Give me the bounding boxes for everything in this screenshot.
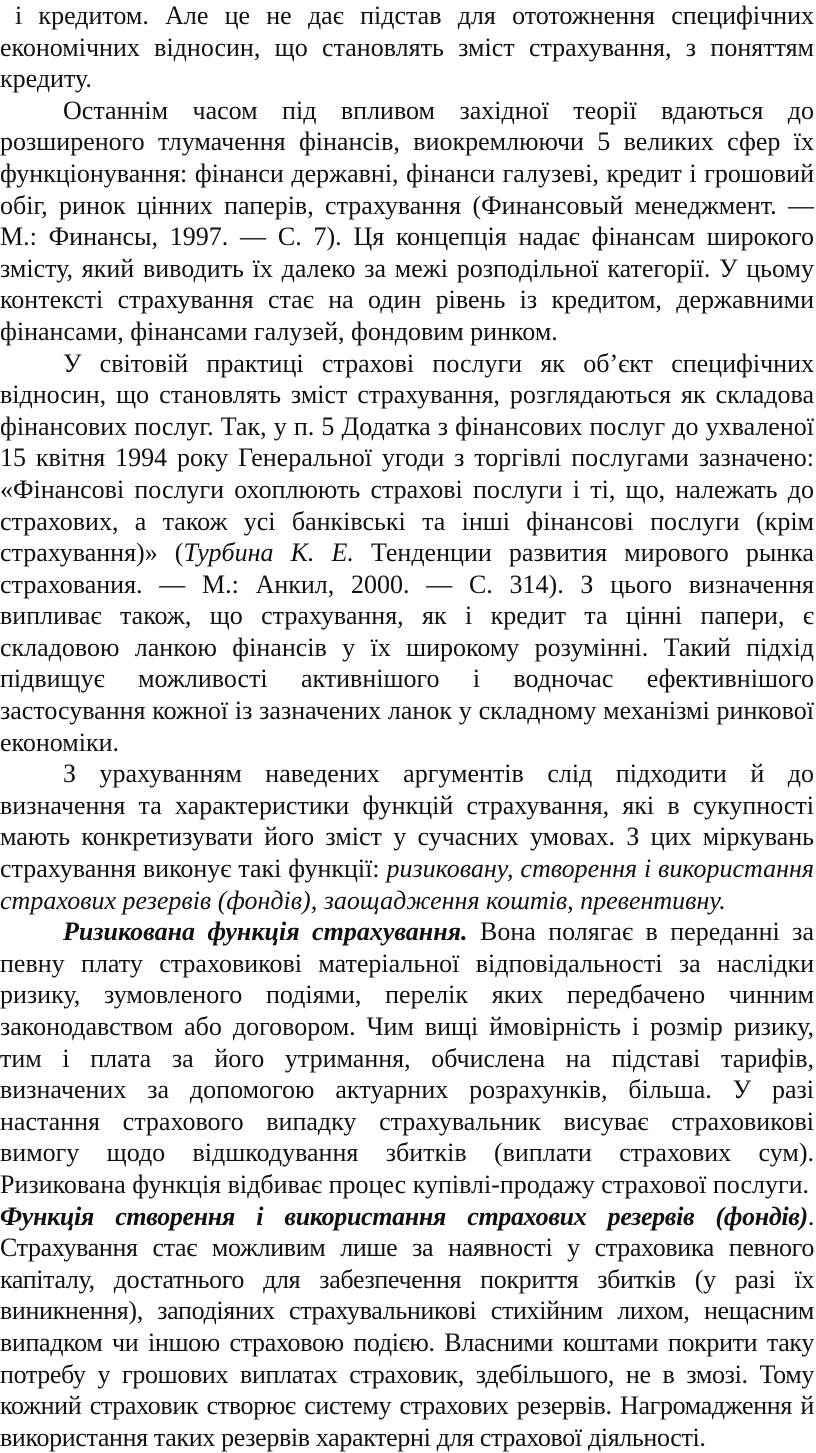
paragraph-finance-spheres (0, 95, 814, 348)
paragraph-text: Тенденции развития мирового рынка страхования. — М.: Анкил, 2000. — С. 314). З цього визначення випливає також, що страхування, як і кредит та цінні папери, є складовою ланкою фінансів у їх широкому розумінні. Такий підхід підвищує можливості активнішого і водночас ефективнішого застосування кожної із зазначених ланок у складному механізмі ринкової економіки. (0, 538, 814, 757)
paragraph-text: З урахуванням наведених аргументів слід підходити й до визначення та характеристики функцій страхування, які в сукупності мають конкретизувати його зміст у сучасних умовах. З цих міркувань страхування виконує такі функції: (0, 759, 814, 884)
paragraph-continuation (0, 0, 814, 95)
paragraph-risk-function (0, 916, 814, 1200)
functions-italic-list: ризиковану, створення і використання страхових резервів (фондів), заощадження коштів, превентивну. (0, 854, 815, 915)
paragraph-text: У світовій практиці страхові послуги як об’єкт специфічних відносин, що становлять зміст страхування, розглядаються як складова фінансових послуг. Так, у п. 5 Додатка з фінансових послуг до ухваленої 15 квітня 1994 року Генеральної угоди з торгівлі послугами зазначено: «Фінансові послуги охоплюють страхові послуги і ті, що, належать до страхових, а також усі банківські та інші фінансові послуги (крім страхування)» ( (0, 348, 814, 568)
heading-period: . (807, 1201, 814, 1231)
paragraph-functions-list (0, 758, 814, 916)
paragraph-text: і кредитом. Але це не дає підстав для ототожнення специфічних економічних відносин, що становлять зміст страхування, з поняттям кредиту. (0, 1, 814, 94)
citation-author: Турбина К. Е. (183, 538, 354, 568)
paragraph-world-practice (0, 348, 814, 759)
section-heading-reserves-function: Функція створення і використання страхових резервів (фондів) (0, 1201, 808, 1231)
paragraph-text: Вона полягає в переданні за певну плату страховикові матеріальної відповідальності за наслідки ризику, зумовленого подіями, перелік яких передбачено чинним законодавством або договором. Чим вищі ймовірність і розмір ризику, тим і плата за його утримання, обчислена на підставі тарифів, визначених за допомогою актуарних розрахунків, більша. У разі настання страхового випадку страхувальник висуває страховикові вимогу щодо відшкодування збитків (виплати страхових сум). Ризикована функція відбиває процес купівлі-продажу страхової послуги. (0, 917, 814, 1199)
paragraph-text: Останнім часом під впливом західної теорії вдаються до розширеного тлумачення фінансів, виокремлюючи 5 великих сфер їх функціонування: фінанси державні, фінанси галузеві, кредит і грошовий обіг, ринок цінних паперів, страхування (Финансовый менеджмент. — М.: Финансы, 1997. — С. 7). Ця концепція надає фінансам широкого змісту, який виводить їх далеко за межі розподільної категорії. У цьому контексті страхування стає на один рівень із кредитом, державними фінансами, фінансами галузей, фондовим ринком. (0, 95, 814, 346)
section-heading-risk-function: Ризикована функція страхування. (63, 917, 468, 947)
paragraph-reserves-function (0, 1201, 814, 1453)
paragraph-text: Страхування стає можливим лише за наявності у страховика певного капіталу, достатнього для забезпечення покриття збитків (у разі їх виникнення), заподіяних страхувальникові стихійним лихом, нещасним випадком чи іншою страховою подією. Власними коштами покрити таку потребу у грошових виплатах страховик, здебільшого, не в змозі. Тому кожний страховик створює систему страхових резервів. Нагромадження й використання таких резервів характерні для страхової діяльності. (0, 1233, 814, 1452)
